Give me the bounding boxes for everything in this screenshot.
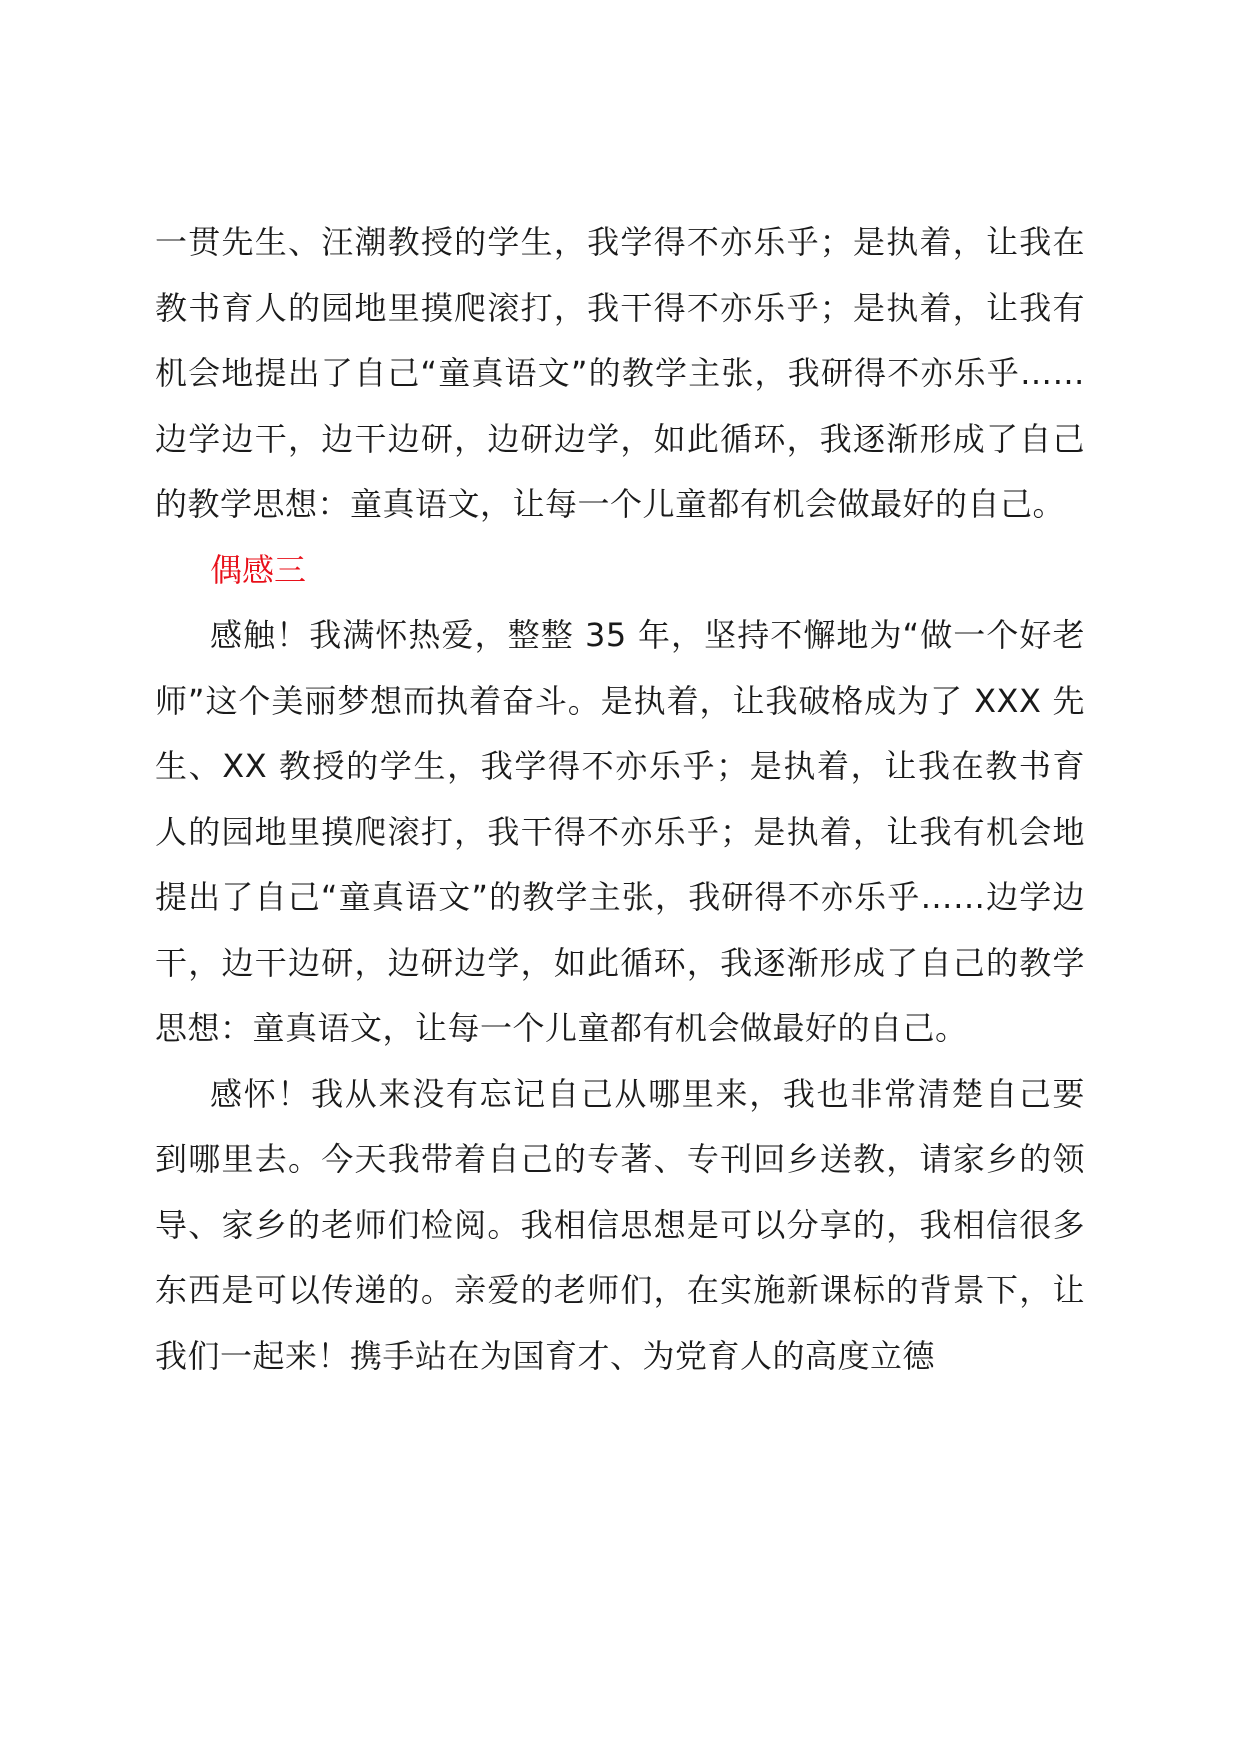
paragraph-gan-chu: 感触！我满怀热爱，整整 35 年，坚持不懈地为“做一个好老师”这个美丽梦想而执着奋斗。是执着，让我破格成为了 XXX 先生、XX 教授的学生，我学得不亦乐乎；是执着，让我在教书育人的园地里摸爬滚打，我干得不亦乐乎；是执着，让我有机会地提出了自己“童真语文”的教学主张，我研得不亦乐乎……边学边干，边干边研，边研边学，如此循环，我逐渐形成了自己的教学思想：童真语文，让每一个儿童都有机会做最好的自己。 [155, 616, 1085, 1047]
paragraph-continuation: 一贯先生、汪潮教授的学生，我学得不亦乐乎；是执着，让我在教书育人的园地里摸爬滚打，我干得不亦乐乎；是执着，让我有机会地提出了自己“童真语文”的教学主张，我研得不亦乐乎……边学边干，边干边研，边研边学，如此循环，我逐渐形成了自己的教学思想：童真语文，让每一个儿童都有机会做最好的自己。 [155, 223, 1085, 523]
paragraph-gan-huai: 感怀！我从来没有忘记自己从哪里来，我也非常清楚自己要到哪里去。今天我带着自己的专著、专刊回乡送教，请家乡的领导、家乡的老师们检阅。我相信思想是可以分享的，我相信很多东西是可以传递的。亲爱的老师们，在实施新课标的背景下，让我们一起来！携手站在为国育才、为党育人的高度立德 [155, 1074, 1085, 1375]
section-heading: 偶感三 [210, 550, 307, 589]
document-page [155, 210, 1085, 1389]
